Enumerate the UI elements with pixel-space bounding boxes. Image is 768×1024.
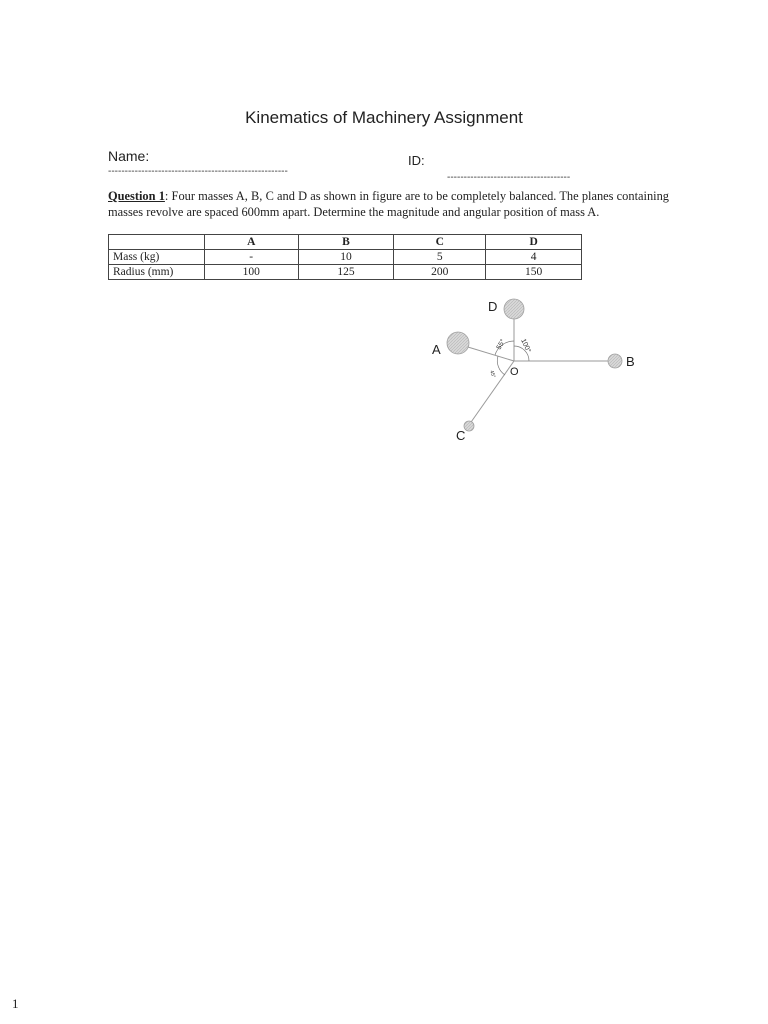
table-header-cell: B bbox=[298, 235, 394, 250]
table-cell: 5 bbox=[394, 250, 486, 265]
row-label: Mass (kg) bbox=[109, 250, 205, 265]
name-blank-line: ------------------------------------------------------ bbox=[108, 166, 288, 177]
angle-label-a-c: 45° bbox=[488, 369, 497, 379]
label-a: A bbox=[432, 342, 441, 357]
angle-label-a-d: 55° bbox=[495, 338, 508, 351]
mass-c bbox=[464, 421, 474, 431]
table-header-row bbox=[109, 235, 582, 250]
row-label: Radius (mm) bbox=[109, 265, 205, 280]
angle-arc-a-c bbox=[497, 356, 505, 375]
table-row bbox=[109, 265, 582, 280]
label-c: C bbox=[456, 428, 466, 443]
table-header-cell bbox=[109, 235, 205, 250]
question-text: : Four masses A, B, C and D as shown in figure are to be completely balanced. The planes containing masses revolve are spaced 600mm apart. Determine the magnitude and angular position of mass A. bbox=[108, 189, 669, 219]
label-o: O bbox=[510, 366, 519, 378]
mass-configuration-diagram bbox=[420, 292, 650, 452]
table-cell: 125 bbox=[298, 265, 394, 280]
table-cell: 150 bbox=[486, 265, 582, 280]
table-header-cell: D bbox=[486, 235, 582, 250]
angle-label-d-b: 100° bbox=[519, 337, 532, 354]
document-title: Kinematics of Machinery Assignment bbox=[245, 108, 523, 127]
mass-b bbox=[608, 354, 622, 368]
table-cell: 100 bbox=[204, 265, 298, 280]
mass-d bbox=[504, 299, 524, 319]
table-cell: - bbox=[204, 250, 298, 265]
table-cell: 10 bbox=[298, 250, 394, 265]
page-number: 1 bbox=[12, 996, 19, 1011]
table-cell: 4 bbox=[486, 250, 582, 265]
id-label: ID: bbox=[408, 153, 425, 168]
table-header-cell: C bbox=[394, 235, 486, 250]
table-row bbox=[109, 250, 582, 265]
question-1 bbox=[108, 188, 669, 220]
label-b: B bbox=[626, 354, 635, 369]
question-label: Question 1 bbox=[108, 189, 165, 203]
table-header-cell: A bbox=[204, 235, 298, 250]
label-d: D bbox=[488, 299, 498, 314]
table-cell: 200 bbox=[394, 265, 486, 280]
mass-a bbox=[447, 332, 469, 354]
mass-radius-table bbox=[108, 234, 582, 280]
id-blank-line: ------------------------------------- bbox=[447, 172, 571, 183]
name-label: Name: bbox=[108, 148, 150, 164]
